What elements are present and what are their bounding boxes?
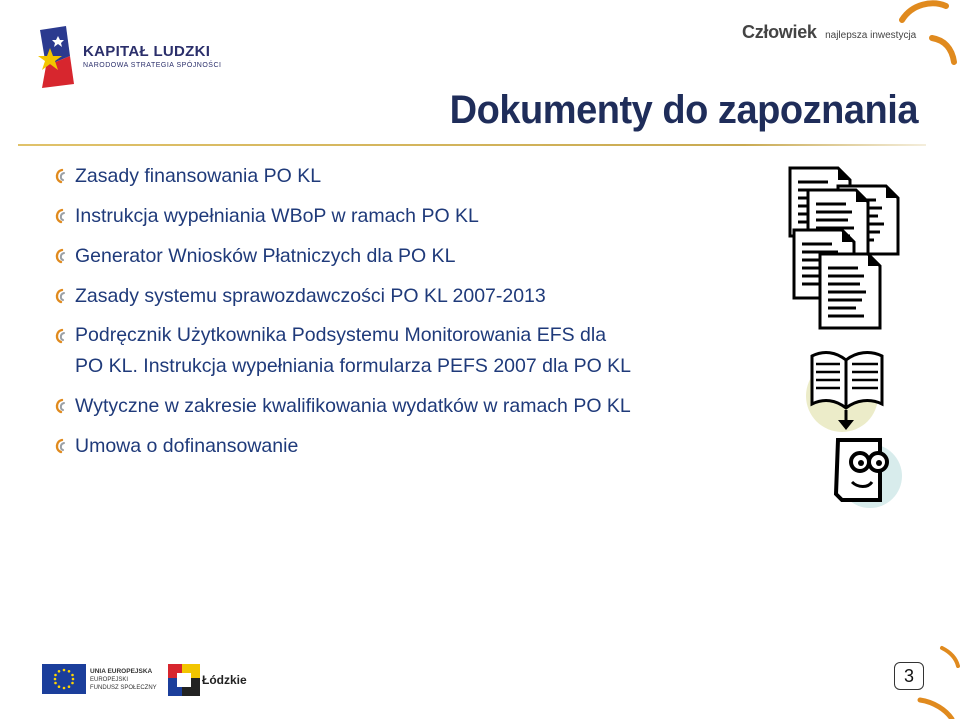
page-title: Dokumenty do zapoznania xyxy=(449,88,918,132)
eu-line-2: EUROPEJSKI xyxy=(90,677,129,683)
bullet-icon xyxy=(52,248,66,264)
bullet-icon xyxy=(52,328,66,344)
list-item xyxy=(52,160,772,192)
orange-swoosh-icon xyxy=(880,0,960,70)
list-item-text: Zasady finansowania PO KL xyxy=(75,165,322,187)
list-item-text: Umowa o dofinansowanie xyxy=(75,435,299,457)
eu-line-3: FUNDUSZ SPOŁECZNY xyxy=(90,685,157,691)
eu-line-1: UNIA EUROPEJSKA xyxy=(90,668,153,675)
czlowiek-logo-main: Człowiek xyxy=(742,22,817,42)
list-item xyxy=(52,430,772,462)
list-item xyxy=(52,320,772,382)
kapital-ludzki-subtitle: NARODOWA STRATEGIA SPÓJNOŚCI xyxy=(83,62,222,69)
document-stack-icon xyxy=(790,168,898,328)
title-divider xyxy=(18,144,926,146)
kapital-ludzki-emblem-icon xyxy=(36,26,80,88)
list-item xyxy=(52,200,772,232)
list-item xyxy=(52,280,772,312)
bullet-icon xyxy=(52,398,66,414)
czlowiek-logo-tagline: najlepsza inwestycja xyxy=(825,30,917,41)
kapital-ludzki-title: KAPITAŁ LUDZKI xyxy=(83,43,211,60)
document-list xyxy=(52,160,772,470)
eu-logo-text xyxy=(90,668,160,692)
eu-flag-icon xyxy=(42,664,86,694)
list-item-text-line-2: PO KL. Instrukcja wypełniania formularza PEFS 2007 dla PO KL xyxy=(75,355,632,377)
bullet-icon xyxy=(52,438,66,454)
bullet-icon xyxy=(52,208,66,224)
lodzkie-mark-icon xyxy=(168,664,200,696)
list-item xyxy=(52,390,772,422)
page-number: 3 xyxy=(894,662,924,690)
book-reader-icon xyxy=(806,353,902,508)
documents-illustration xyxy=(780,164,930,524)
list-item-text: Instrukcja wypełniania WBoP w ramach PO KL xyxy=(75,205,479,227)
list-item-text: Wytyczne w zakresie kwalifikowania wydatków w ramach PO KL xyxy=(75,395,631,417)
list-item-text: Zasady systemu sprawozdawczości PO KL 2007-2013 xyxy=(75,285,546,307)
list-item xyxy=(52,240,772,272)
bullet-icon xyxy=(52,288,66,304)
lodzkie-logo-text: Łódzkie xyxy=(202,673,247,687)
list-item-text-line-1: Podręcznik Użytkownika Podsystemu Monitorowania EFS dla xyxy=(75,324,607,346)
bullet-icon xyxy=(52,168,66,184)
list-item-text: Generator Wniosków Płatniczych dla PO KL xyxy=(75,245,456,267)
orange-swoosh-icon xyxy=(916,640,960,719)
